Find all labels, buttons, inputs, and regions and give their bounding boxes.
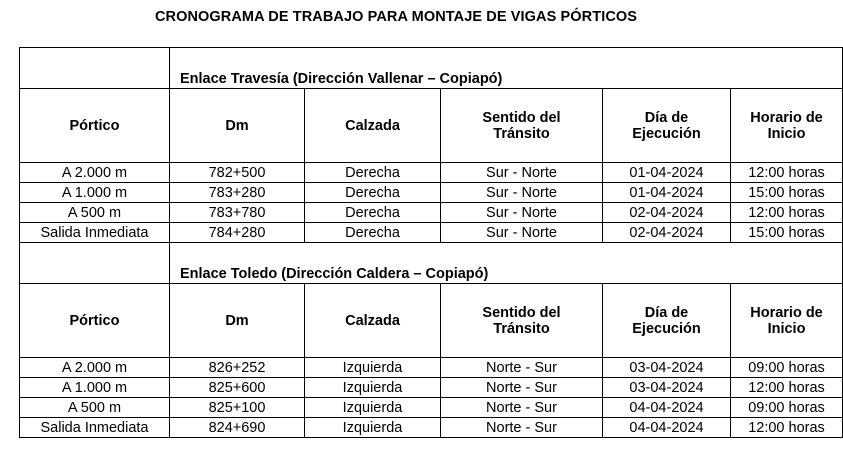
cell-dm: 783+780 [170,203,305,223]
cell-portico: Salida Inmediata [20,418,170,438]
header-portico [20,89,170,163]
header-portico-text: Pórtico [69,117,120,134]
section-blank-cell [20,48,170,89]
column-header-row [20,284,843,358]
cell-horario: 09:00 horas [731,358,843,378]
header-sentido-text: Sentido del [482,304,561,321]
header-sentido-text: Tránsito [493,320,550,337]
cell-dm: 824+690 [170,418,305,438]
cell-dm: 826+252 [170,358,305,378]
header-calzada [305,89,441,163]
cell-sentido: Norte - Sur [441,358,603,378]
cell-calzada: Derecha [305,203,441,223]
cell-horario: 12:00 horas [731,418,843,438]
cell-calzada: Derecha [305,183,441,203]
header-sentido [441,284,603,358]
cell-sentido: Sur - Norte [441,183,603,203]
cell-calzada: Derecha [305,163,441,183]
header-dm [170,284,305,358]
header-dia-text: Día de [644,304,689,321]
header-dia [603,89,731,163]
cell-sentido: Sur - Norte [441,223,603,243]
header-horario-text: Horario de [750,109,823,126]
cell-dm: 783+280 [170,183,305,203]
section-title-row [20,243,843,284]
header-calzada [305,284,441,358]
cell-portico: A 2.000 m [20,163,170,183]
header-horario [731,89,843,163]
cell-portico: A 1.000 m [20,378,170,398]
cell-dm: 825+600 [170,378,305,398]
header-portico-text: Pórtico [69,312,120,329]
cell-dm: 784+280 [170,223,305,243]
header-calzada-text: Calzada [345,312,400,329]
table-row [20,398,843,418]
cell-sentido: Sur - Norte [441,203,603,223]
table-row [20,358,843,378]
cell-calzada: Izquierda [305,398,441,418]
cell-dia: 01-04-2024 [603,183,731,203]
cell-calzada: Izquierda [305,358,441,378]
cell-dia: 03-04-2024 [603,358,731,378]
header-horario [731,284,843,358]
cell-sentido: Norte - Sur [441,378,603,398]
cell-calzada: Derecha [305,223,441,243]
section-blank-cell [20,243,170,284]
header-calzada-text: Calzada [345,117,400,134]
document-title: CRONOGRAMA DE TRABAJO PARA MONTAJE DE VIGAS PÓRTICOS [154,9,638,25]
cell-calzada: Izquierda [305,378,441,398]
table-row [20,378,843,398]
header-horario-text: Inicio [767,320,806,337]
cell-dia: 03-04-2024 [603,378,731,398]
schedule-table [19,47,843,438]
table-row [20,223,843,243]
cell-portico: A 2.000 m [20,358,170,378]
header-dm-text: Dm [225,312,249,329]
cell-dia: 01-04-2024 [603,163,731,183]
table-row [20,203,843,223]
header-horario-text: Inicio [767,125,806,142]
cell-dia: 02-04-2024 [603,203,731,223]
header-dia [603,284,731,358]
cell-portico: A 500 m [20,398,170,418]
cell-dm: 782+500 [170,163,305,183]
cell-horario: 09:00 horas [731,398,843,418]
header-horario-text: Horario de [750,304,823,321]
header-dm-text: Dm [225,117,249,134]
header-dia-text: Ejecución [632,320,701,337]
cell-dm: 825+100 [170,398,305,418]
header-sentido [441,89,603,163]
cell-horario: 15:00 horas [731,183,843,203]
cell-horario: 12:00 horas [731,203,843,223]
cell-calzada: Izquierda [305,418,441,438]
table-row [20,163,843,183]
header-dia-text: Ejecución [632,125,701,142]
cell-dia: 02-04-2024 [603,223,731,243]
cell-sentido: Sur - Norte [441,163,603,183]
cell-sentido: Norte - Sur [441,398,603,418]
cell-sentido: Norte - Sur [441,418,603,438]
cell-horario: 12:00 horas [731,378,843,398]
cell-dia: 04-04-2024 [603,398,731,418]
section-title: Enlace Toledo (Dirección Caldera – Copiapó) [170,243,843,284]
column-header-row [20,89,843,163]
section-title: Enlace Travesía (Dirección Vallenar – Copiapó) [170,48,843,89]
section-title-row [20,48,843,89]
cell-portico: A 500 m [20,203,170,223]
table-row [20,418,843,438]
cell-horario: 15:00 horas [731,223,843,243]
header-sentido-text: Tránsito [493,125,550,142]
header-dm [170,89,305,163]
header-sentido-text: Sentido del [482,109,561,126]
cell-horario: 12:00 horas [731,163,843,183]
table-row [20,183,843,203]
schedule-table-body [20,48,843,438]
header-dia-text: Día de [644,109,689,126]
cell-portico: Salida Inmediata [20,223,170,243]
cell-dia: 04-04-2024 [603,418,731,438]
cell-portico: A 1.000 m [20,183,170,203]
header-portico [20,284,170,358]
